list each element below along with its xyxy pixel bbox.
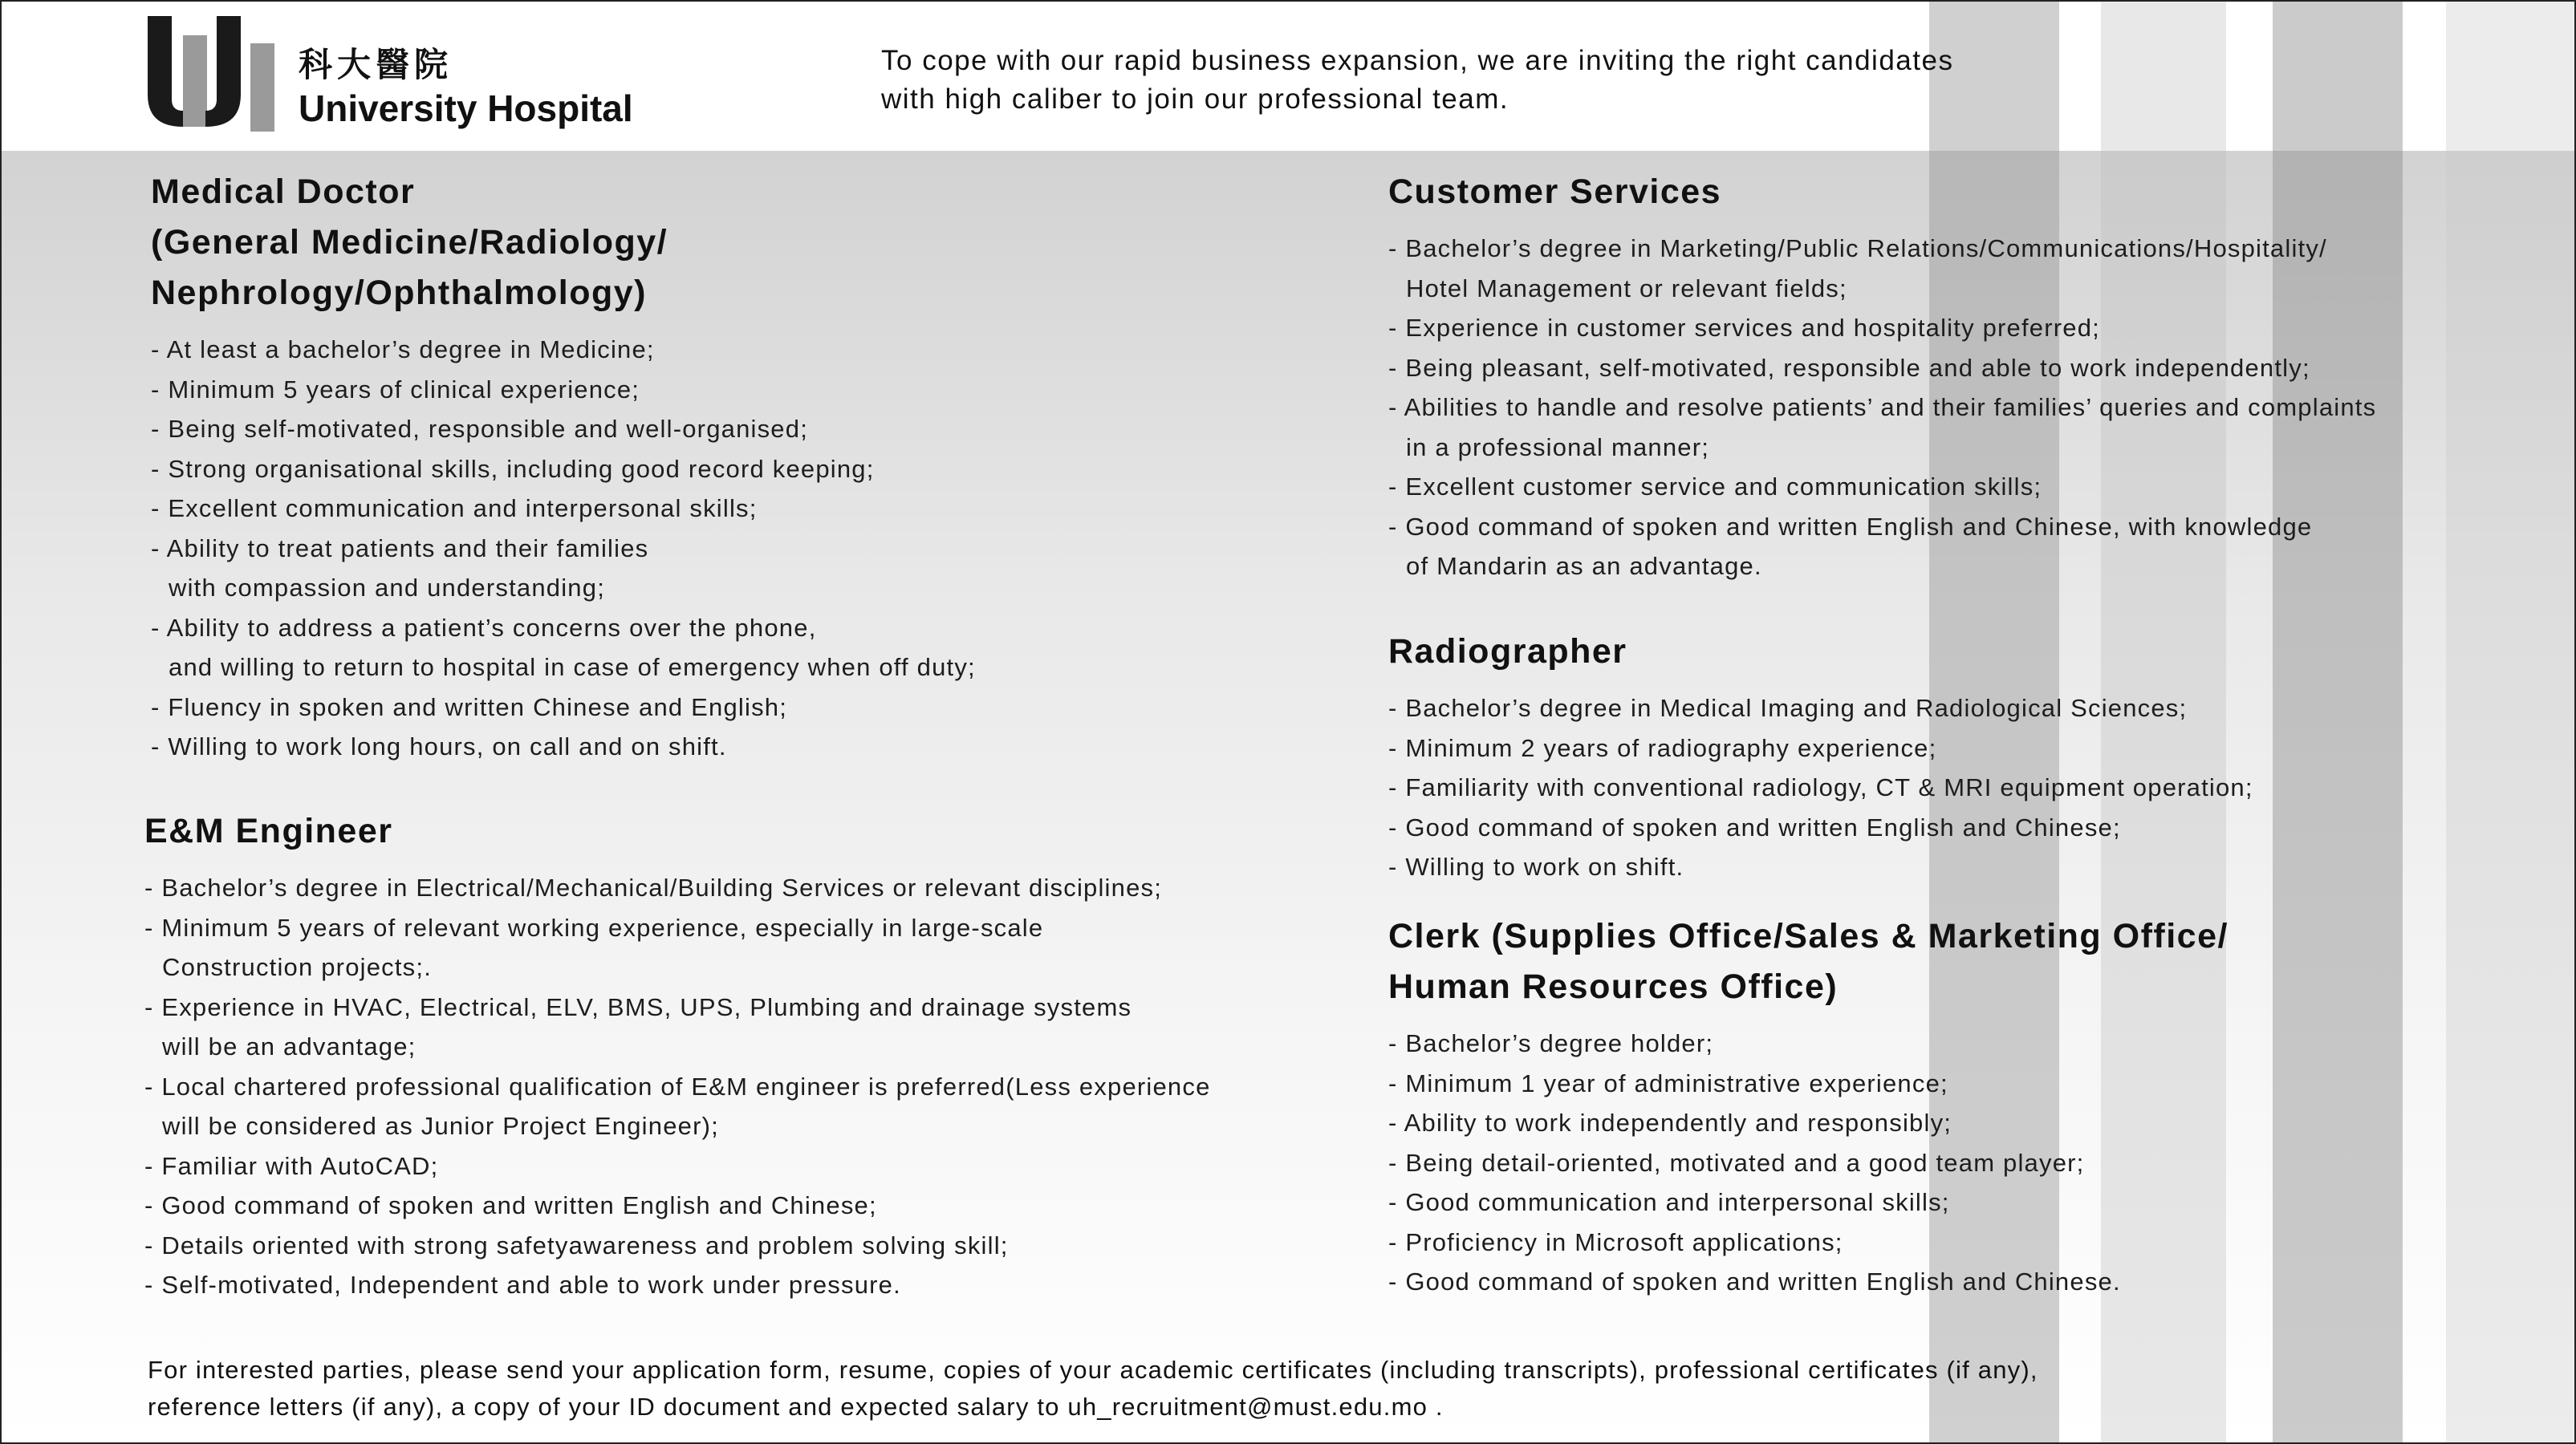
requirement-item: - Good command of spoken and written English and Chinese, with knowledge of Mandarin as an advantage. (1388, 512, 2313, 580)
requirement-item: - Strong organisational skills, including good record keeping; (151, 454, 875, 483)
job-title-line: (General Medicine/Radiology/ (151, 223, 668, 262)
job-section-medical-doctor (151, 167, 976, 767)
job-title-line: Clerk (Supplies Office/Sales & Marketing Office/ (1388, 917, 2229, 955)
job-title (1388, 911, 2229, 1012)
application-instructions (148, 1352, 2038, 1426)
footer-line: reference letters (if any), a copy of your ID document and expected salary to uh_recruitment@must.edu.mo . (148, 1393, 1444, 1421)
requirement-item: - Minimum 5 years of relevant working experience, especially in large-scale Construction projects;. (144, 913, 1044, 981)
logo-chinese-name: 科大醫院 (299, 45, 453, 84)
requirement-item: - Ability to treat patients and their families with compassion and understanding; (151, 533, 649, 602)
requirement-item: - Bachelor’s degree in Marketing/Public Relations/Communications/Hospitality/ Hotel Management or relevant fields; (1388, 234, 2327, 302)
requirement-item: - Fluency in spoken and written Chinese and English; (151, 692, 788, 721)
requirement-item: - Ability to address a patient’s concerns over the phone, and willing to return to hospital in case of emergency when off duty; (151, 613, 976, 681)
requirement-item: - Excellent communication and interpersonal skills; (151, 494, 758, 522)
job-title-line: Radiographer (1388, 632, 1627, 671)
requirement-item: - Bachelor’s degree in Electrical/Mechanical/Building Services or relevant disciplines; (144, 874, 1163, 902)
requirement-item: - Being pleasant, self-motivated, responsible and able to work independently; (1388, 353, 2310, 382)
requirement-item: - Proficiency in Microsoft applications; (1388, 1227, 1843, 1256)
requirement-item: - Good command of spoken and written English and Chinese; (144, 1191, 877, 1219)
requirement-item: - Ability to work independently and responsibly; (1388, 1109, 1952, 1137)
intro-text (881, 42, 2005, 119)
job-title-line: E&M Engineer (144, 812, 393, 850)
job-title (144, 806, 1211, 857)
requirement-item: - Excellent customer service and communication skills; (1388, 473, 2042, 501)
requirement-item: - Familiar with AutoCAD; (144, 1151, 439, 1180)
requirements-list (1388, 688, 2253, 887)
intro-line: with high caliber to join our professional team. (881, 83, 1509, 115)
requirement-item: - Local chartered professional qualification of E&M engineer is preferred(Less experience will be considered as Junior Project Engineer); (144, 1072, 1211, 1140)
requirements-list (144, 868, 1211, 1305)
requirement-item: - Bachelor’s degree in Medical Imaging and Radiological Sciences; (1388, 694, 2188, 722)
job-section-em-engineer (144, 806, 1211, 1305)
job-title-line: Medical Doctor (151, 172, 416, 211)
requirement-item: - Familiarity with conventional radiology, CT & MRI equipment operation; (1388, 773, 2253, 801)
requirements-list (151, 330, 976, 767)
job-title (1388, 627, 2253, 677)
requirement-item: - Being detail-oriented, motivated and a good team player; (1388, 1148, 2085, 1177)
requirement-item: - Minimum 2 years of radiography experience; (1388, 733, 1937, 762)
job-title-line: Customer Services (1388, 172, 1722, 211)
requirement-item: - Bachelor’s degree holder; (1388, 1029, 1714, 1057)
requirement-item: - Good command of spoken and written English and Chinese; (1388, 813, 2121, 842)
job-section-clerk (1388, 911, 2229, 1302)
logo-mark-icon (148, 16, 276, 132)
requirement-item: - Experience in HVAC, Electrical, ELV, BMS, UPS, Plumbing and drainage systems will be an advantage; (144, 992, 1132, 1061)
logo-english-name: University Hospital (299, 87, 633, 129)
requirement-item: - Self-motivated, Independent and able to work under pressure. (144, 1271, 901, 1299)
job-title (1388, 167, 2376, 217)
requirements-list (1388, 1024, 2229, 1302)
decorative-stripe (2446, 2, 2574, 1442)
requirement-item: - Details oriented with strong safetyawareness and problem solving skill; (144, 1231, 1009, 1259)
job-section-radiographer (1388, 627, 2253, 887)
requirement-item: - Experience in customer services and hospitality preferred; (1388, 314, 2100, 342)
footer-line: For interested parties, please send your application form, resume, copies of your academic certificates (including transcripts), professional certificates (if any), (148, 1356, 2038, 1384)
requirement-item: - At least a bachelor’s degree in Medicine; (151, 335, 655, 363)
requirement-item: - Minimum 1 year of administrative experience; (1388, 1069, 1948, 1097)
intro-line: To cope with our rapid business expansion, we are inviting the right candidates (881, 45, 1954, 76)
job-title (151, 167, 976, 318)
requirement-item: - Willing to work on shift. (1388, 853, 1684, 881)
job-title-line: Human Resources Office) (1388, 967, 1839, 1006)
requirement-item: - Good command of spoken and written English and Chinese. (1388, 1268, 2121, 1296)
requirement-item: - Good communication and interpersonal skills; (1388, 1188, 1950, 1216)
requirement-item: - Willing to work long hours, on call and on shift. (151, 732, 727, 761)
hospital-logo (148, 16, 677, 136)
requirement-item: - Being self-motivated, responsible and well-organised; (151, 415, 809, 443)
job-title-line: Nephrology/Ophthalmology) (151, 274, 647, 312)
requirement-item: - Abilities to handle and resolve patients’ and their families’ queries and complaints in a professional manner; (1388, 393, 2377, 461)
job-section-customer-services (1388, 167, 2376, 586)
requirement-item: - Minimum 5 years of clinical experience; (151, 375, 640, 404)
requirements-list (1388, 229, 2376, 586)
